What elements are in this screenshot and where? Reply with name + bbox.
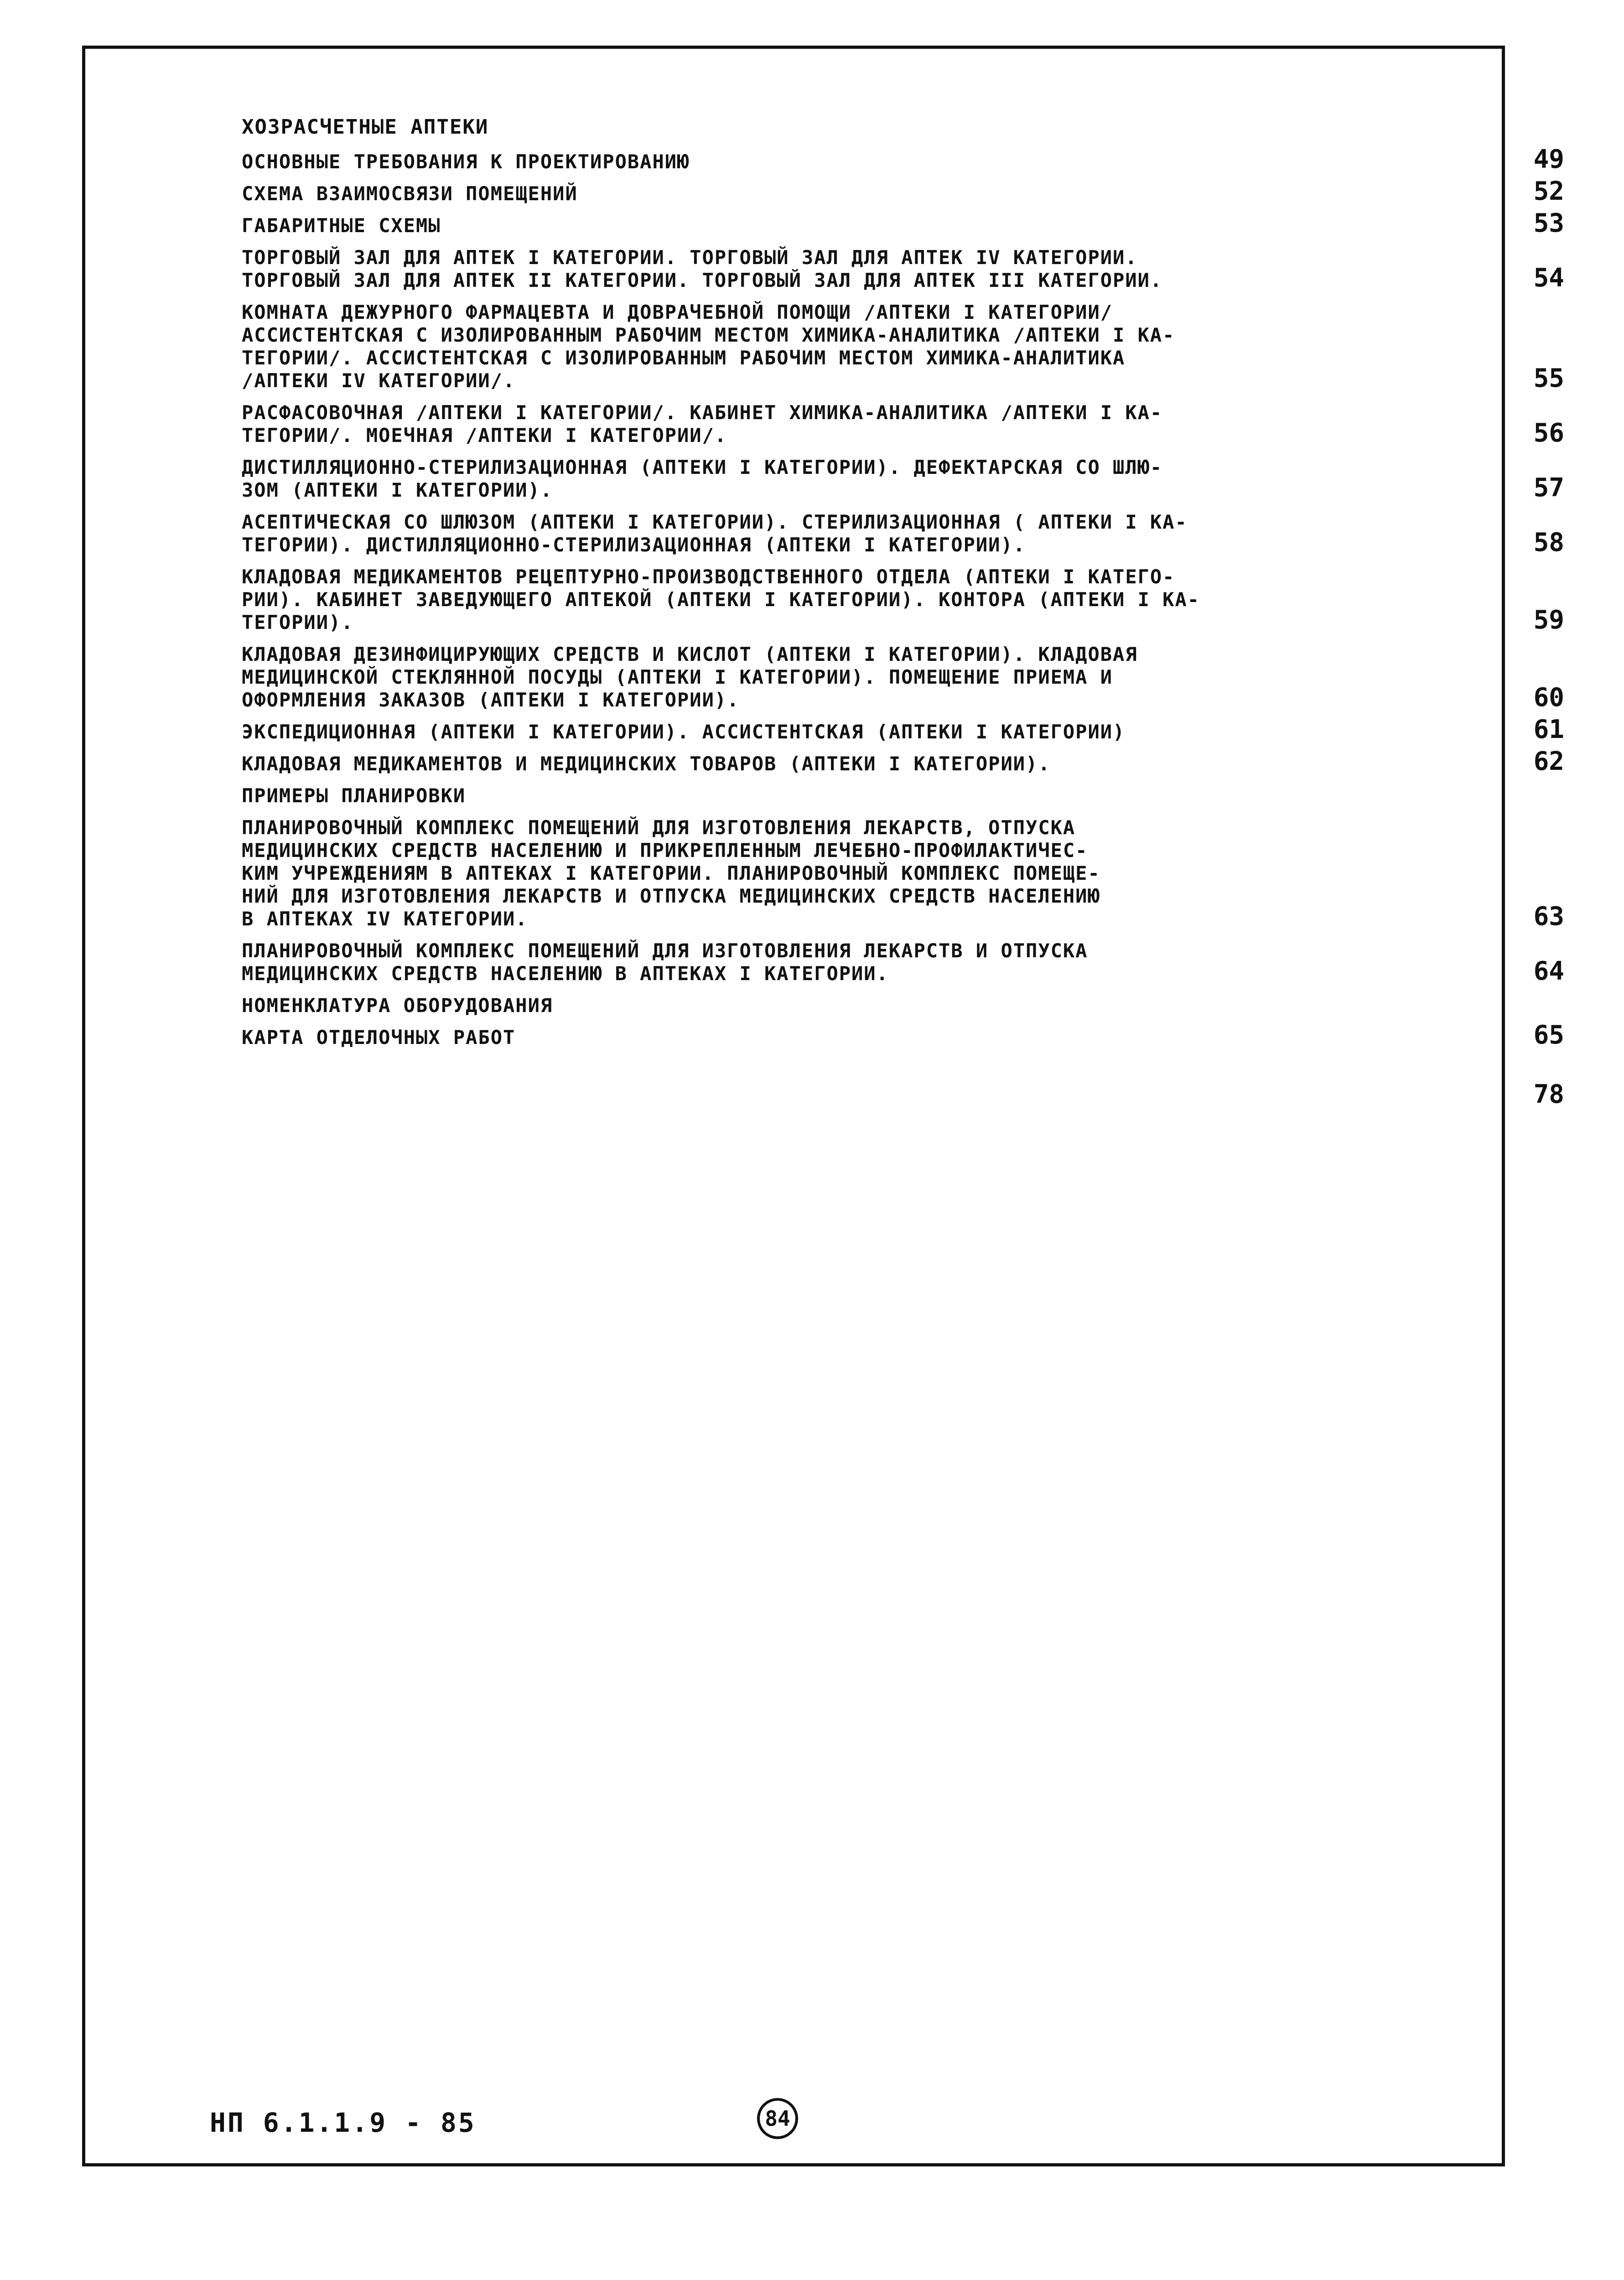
toc-entry-page: 49 (1533, 145, 1564, 174)
toc-entry-title: КОМНАТА ДЕЖУРНОГО ФАРМАЦЕВТА И ДОВРАЧЕБНОЙ ПОМОЩИ /АПТЕКИ I КАТЕГОРИИ/ АССИСТЕНТСКАЯ С ИЗОЛИРОВАННЫМ РАБОЧИМ МЕСТОМ ХИМИКА-АНАЛИТИКА /АПТЕКИ I КА- ТЕГОРИИ/. АССИСТЕНТСКАЯ С ИЗОЛИРОВАННЫМ РАБОЧИМ МЕСТОМ ХИМИКА-АНАЛИТИКА /АПТЕКИ IV КАТЕГОРИИ/. (242, 301, 1175, 392)
document-code: НП 6.1.1.9 - 85 (210, 2107, 476, 2138)
toc-entry-title: СХЕМА ВЗАИМОСВЯЗИ ПОМЕЩЕНИЙ (242, 182, 578, 205)
toc-entry (242, 246, 1564, 293)
toc-entry (242, 456, 1564, 503)
toc-entry-page: 65 (1533, 1020, 1564, 1050)
toc-entry (242, 301, 1564, 393)
toc-entry-title: КЛАДОВАЯ ДЕЗИНФИЦИРУЮЩИХ СРЕДСТВ И КИСЛОТ (АПТЕКИ I КАТЕГОРИИ). КЛАДОВАЯ МЕДИЦИНСКОЙ СТЕКЛЯННОЙ ПОСУДЫ (АПТЕКИ I КАТЕГОРИИ). ПОМЕЩЕНИЕ ПРИЕМА И ОФОРМЛЕНИЯ ЗАКАЗОВ (АПТЕКИ I КАТЕГОРИИ). (242, 643, 1138, 711)
toc-heading: ХОЗРАСЧЕТНЫЕ АПТЕКИ (242, 115, 489, 139)
toc-entry-title: КЛАДОВАЯ МЕДИКАМЕНТОВ РЕЦЕПТУРНО-ПРОИЗВОДСТВЕННОГО ОТДЕЛА (АПТЕКИ I КАТЕГО- РИИ). КАБИНЕТ ЗАВЕДУЮЩЕГО АПТЕКОЙ (АПТЕКИ I КАТЕГОРИИ). КОНТОРА (АПТЕКИ I КА- ТЕГОРИИ). (242, 566, 1200, 634)
toc-entry-title: КАРТА ОТДЕЛОЧНЫХ РАБОТ (242, 1026, 516, 1049)
toc-entry-title: ПЛАНИРОВОЧНЫЙ КОМПЛЕКС ПОМЕЩЕНИЙ ДЛЯ ИЗГОТОВЛЕНИЯ ЛЕКАРСТВ, ОТПУСКА МЕДИЦИНСКИХ СРЕДСТВ НАСЕЛЕНИЮ И ПРИКРЕПЛЕННЫМ ЛЕЧЕБНО-ПРОФИЛАКТИЧЕС- КИМ УЧРЕЖДЕНИЯМ В АПТЕКАХ I КАТЕГОРИИ. ПЛАНИРОВОЧНЫЙ КОМПЛЕКС ПОМЕЩЕ- НИЙ ДЛЯ ИЗГОТОВЛЕНИЯ ЛЕКАРСТВ И ОТПУСКА МЕДИЦИНСКИХ СРЕДСТВ НАСЕЛЕНИЮ В АПТЕКАХ IV КАТЕГОРИИ. (242, 816, 1100, 930)
toc-entry (242, 401, 1564, 448)
toc-entry (242, 566, 1564, 635)
toc-entry-page: 62 (1533, 747, 1564, 776)
toc-entry-page: 56 (1533, 418, 1564, 448)
page-number (757, 2098, 798, 2139)
toc-entry-page: 55 (1533, 364, 1564, 393)
toc-entry-page: 60 (1533, 683, 1564, 712)
toc-entry-title: ТОРГОВЫЙ ЗАЛ ДЛЯ АПТЕК I КАТЕГОРИИ. ТОРГОВЫЙ ЗАЛ ДЛЯ АПТЕК IV КАТЕГОРИИ. ТОРГОВЫЙ ЗАЛ ДЛЯ АПТЕК II КАТЕГОРИИ. ТОРГОВЫЙ ЗАЛ ДЛЯ АПТЕК III КАТЕГОРИИ. (242, 246, 1163, 291)
toc-entry-title: ГАБАРИТНЫЕ СХЕМЫ (242, 214, 441, 237)
toc-entry (242, 715, 1564, 744)
toc-entry (242, 940, 1564, 986)
toc-entry (242, 816, 1564, 931)
toc-entry-page: 59 (1533, 605, 1564, 635)
toc-entry-title: ДИСТИЛЛЯЦИОННО-СТЕРИЛИЗАЦИОННАЯ (АПТЕКИ I КАТЕГОРИИ). ДЕФЕКТАРСКАЯ СО ШЛЮ- ЗОМ (АПТЕКИ I КАТЕГОРИИ). (242, 456, 1163, 501)
toc-entry (242, 145, 1564, 174)
toc-entry-title: НОМЕНКЛАТУРА ОБОРУДОВАНИЯ (242, 994, 553, 1017)
toc-entry-title: ПЛАНИРОВОЧНЫЙ КОМПЛЕКС ПОМЕЩЕНИЙ ДЛЯ ИЗГОТОВЛЕНИЯ ЛЕКАРСТВ И ОТПУСКА МЕДИЦИНСКИХ СРЕДСТВ НАСЕЛЕНИЮ В АПТЕКАХ I КАТЕГОРИИ. (242, 940, 1088, 985)
table-of-contents (242, 114, 1564, 1109)
toc-trailing-row (242, 1058, 1564, 1109)
toc-trailing-page: 78 (1533, 1080, 1564, 1109)
toc-entry (242, 784, 1336, 807)
toc-entry (242, 208, 1564, 238)
toc-entry-title: РАСФАСОВОЧНАЯ /АПТЕКИ I КАТЕГОРИИ/. КАБИНЕТ ХИМИКА-АНАЛИТИКА /АПТЕКИ I КА- ТЕГОРИИ/. МОЕЧНАЯ /АПТЕКИ I КАТЕГОРИИ/. (242, 401, 1163, 447)
toc-entry (242, 1020, 1564, 1050)
toc-entry-title: ЭКСПЕДИЦИОННАЯ (АПТЕКИ I КАТЕГОРИИ). АССИСТЕНТСКАЯ (АПТЕКИ I КАТЕГОРИИ) (242, 721, 1126, 743)
toc-entry (242, 177, 1564, 206)
toc-entry (242, 643, 1564, 712)
toc-entry (242, 994, 1336, 1017)
toc-entries (242, 145, 1564, 1050)
toc-entry-page: 53 (1533, 208, 1564, 238)
toc-entry-page: 61 (1533, 715, 1564, 744)
toc-entry-page: 63 (1533, 902, 1564, 931)
toc-entry-page: 54 (1533, 263, 1564, 293)
toc-entry-title: ОСНОВНЫЕ ТРЕБОВАНИЯ К ПРОЕКТИРОВАНИЮ (242, 151, 690, 173)
toc-entry (242, 747, 1564, 776)
page-number-text: 84 (765, 2106, 790, 2131)
toc-entry-page: 58 (1533, 528, 1564, 557)
toc-entry-page: 64 (1533, 956, 1564, 986)
toc-entry-page: 52 (1533, 177, 1564, 206)
toc-entry (242, 511, 1564, 557)
toc-entry-title: ПРИМЕРЫ ПЛАНИРОВКИ (242, 784, 466, 807)
toc-entry-page: 57 (1533, 473, 1564, 503)
toc-entry-title: КЛАДОВАЯ МЕДИКАМЕНТОВ И МЕДИЦИНСКИХ ТОВАРОВ (АПТЕКИ I КАТЕГОРИИ). (242, 753, 1051, 775)
toc-entry-title: АСЕПТИЧЕСКАЯ СО ШЛЮЗОМ (АПТЕКИ I КАТЕГОРИИ). СТЕРИЛИЗАЦИОННАЯ ( АПТЕКИ I КА- ТЕГОРИИ). ДИСТИЛЛЯЦИОННО-СТЕРИЛИЗАЦИОННАЯ (АПТЕКИ I КАТЕГОРИИ). (242, 511, 1188, 556)
